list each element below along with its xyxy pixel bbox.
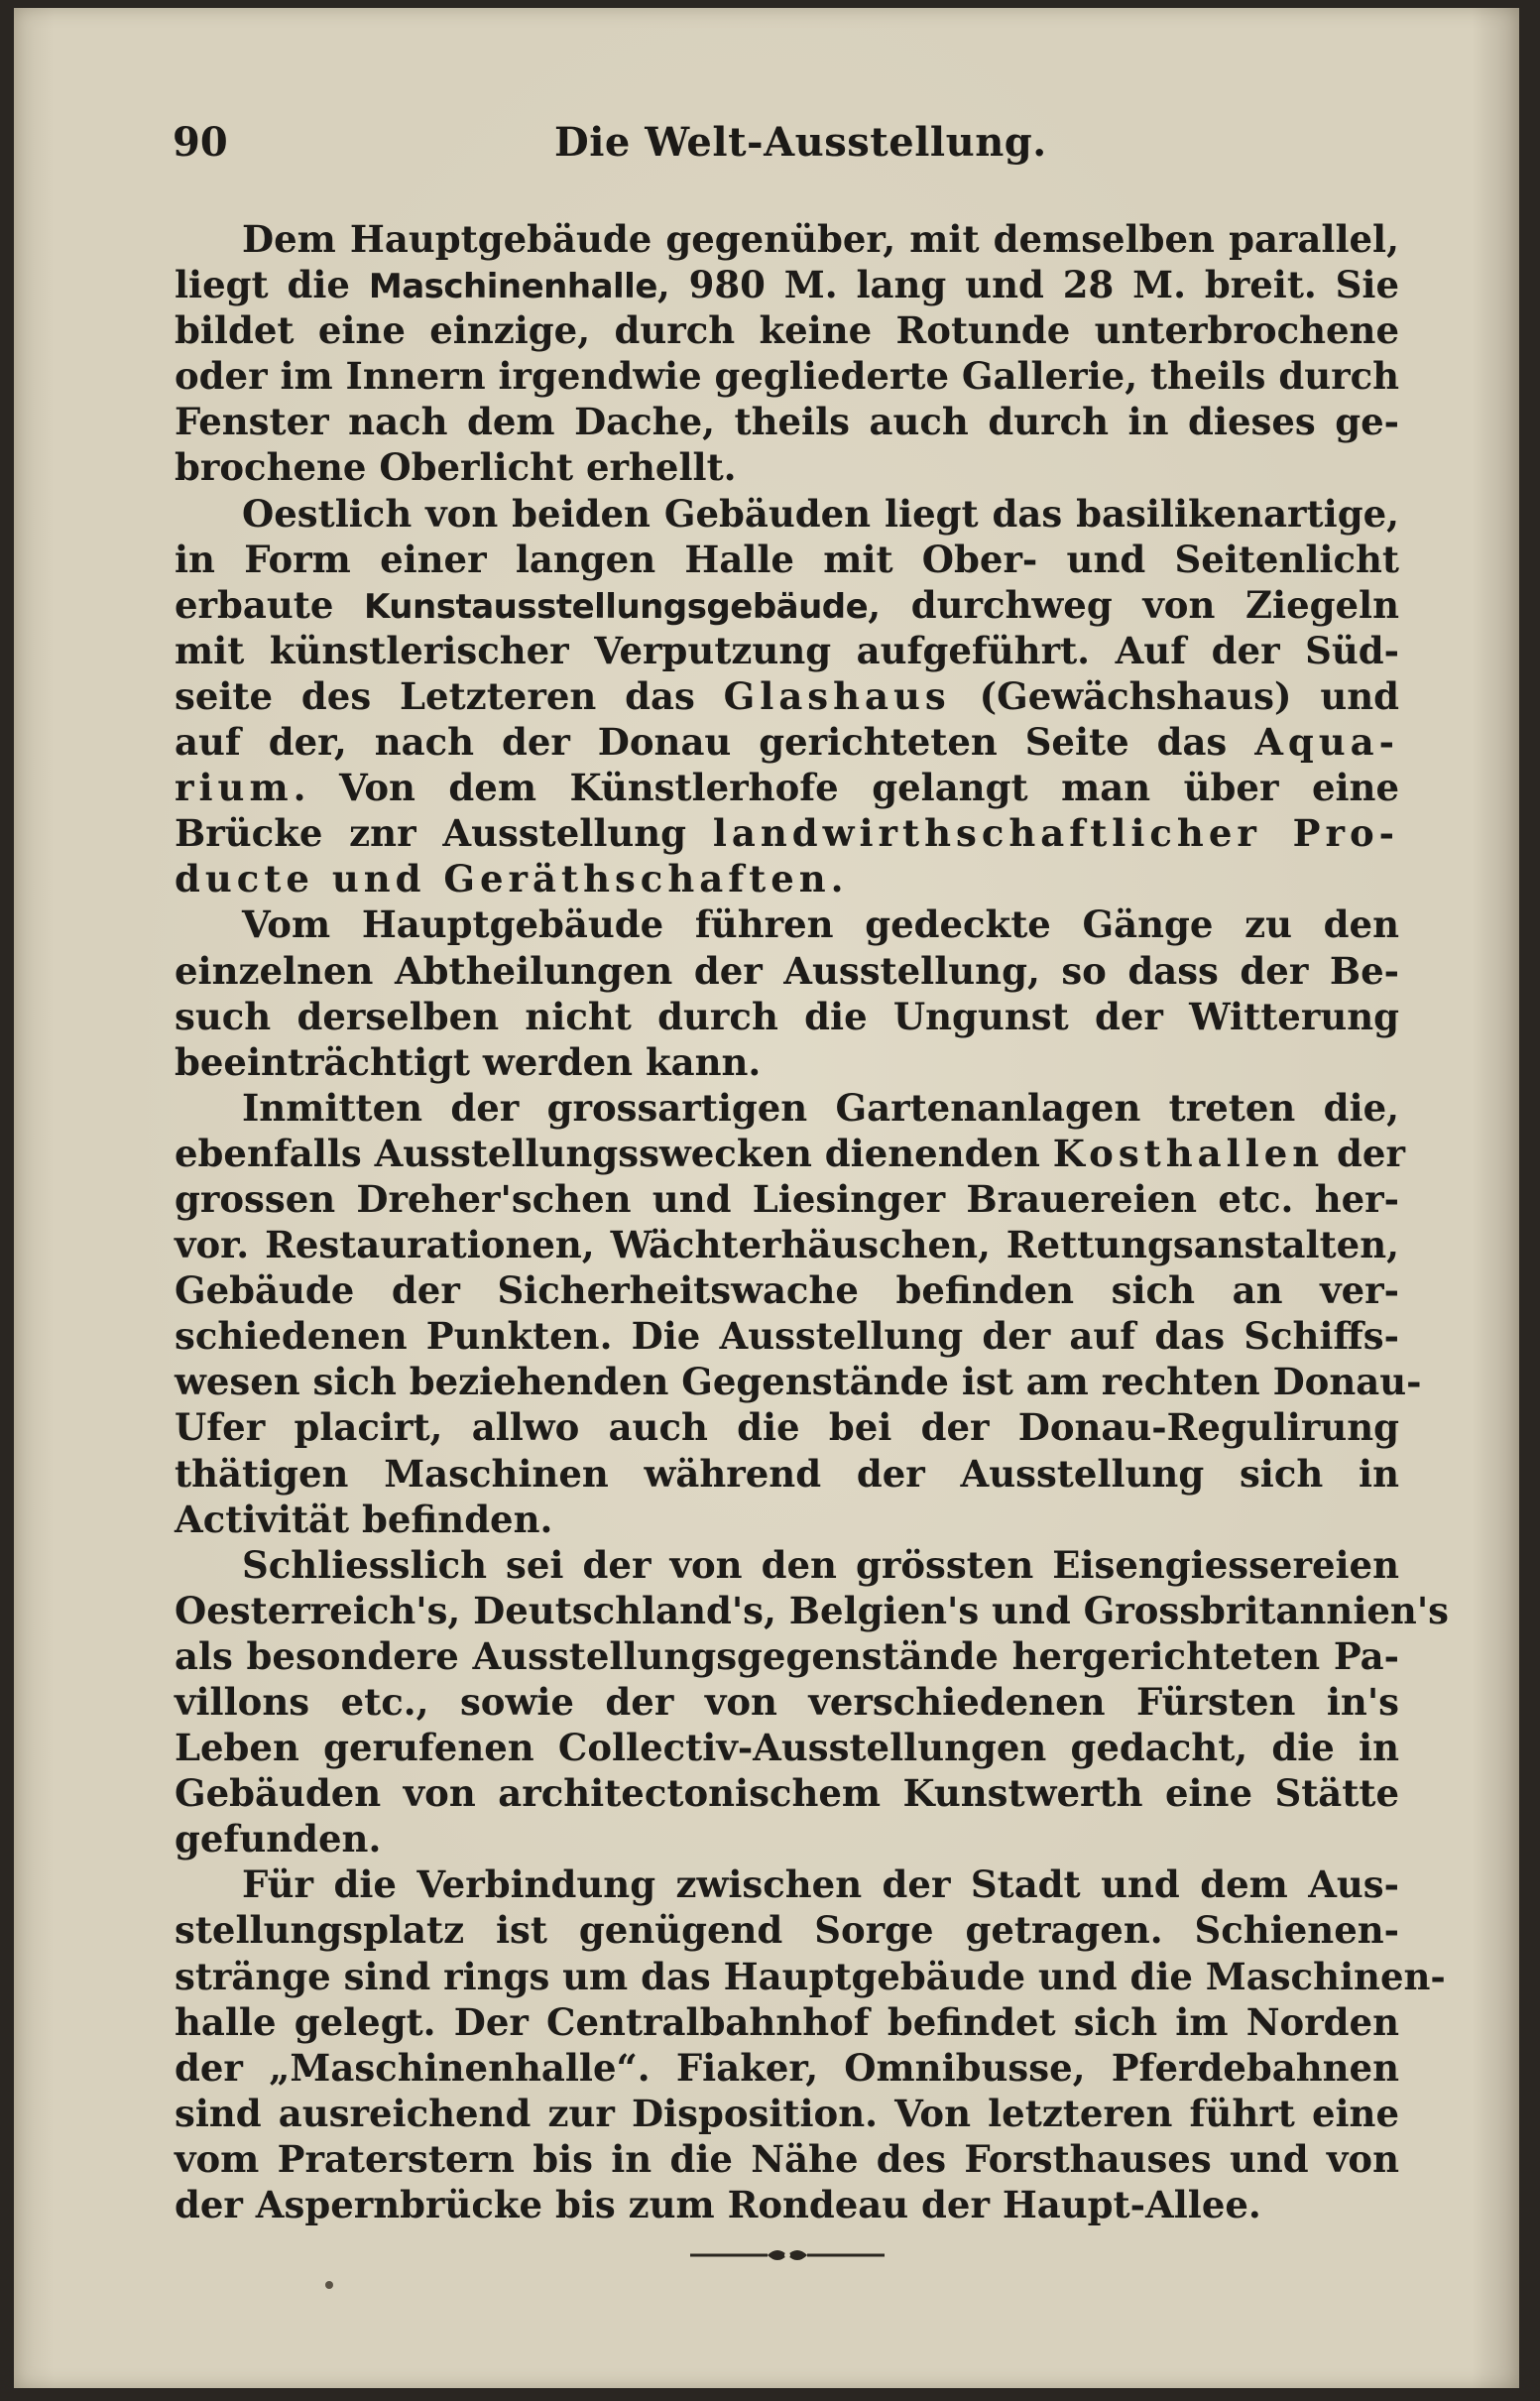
text-line: als besondere Ausstellungsgegenstände hergerichteten Pa- <box>175 1633 1399 1678</box>
text-run: seite des Letzteren das <box>175 673 724 718</box>
text-line: beeinträchtigt werden kann. <box>175 1039 762 1084</box>
spaced-term: ducte und Geräthschaften <box>175 857 831 901</box>
body-text <box>175 216 1449 2227</box>
text-line: Gebäuden von architectonischem Kunstwerth eine Stätte <box>175 1771 1399 1816</box>
text-run: ebenfalls Ausstellungsswecken dienenden <box>175 1131 1053 1175</box>
text-line: in Form einer langen Halle mit Ober- und Seitenlicht <box>175 537 1399 581</box>
text-line: vor. Restaurationen, Wächterhäuschen, Rettungsanstalten, <box>175 1223 1399 1267</box>
text-run: , durchweg von Ziegeln <box>868 582 1399 627</box>
text-run: . <box>830 857 844 901</box>
text-line: Für die Verbindung zwischen der Stadt und dem Aus- <box>242 1862 1399 1907</box>
text-line: Inmitten der grossartigen Gartenanlagen treten die, <box>242 1085 1399 1130</box>
text-line: oder im Innern irgendwie gegliederte Gallerie, theils durch <box>175 354 1400 399</box>
text-line: grossen Dreher'schen und Liesinger Brauereien etc. her- <box>175 1176 1399 1221</box>
emphasis-term: Kunstausstellungsgebäude <box>364 586 869 627</box>
text-line: Vom Hauptgebäude führen gedeckte Gänge zu den <box>242 902 1399 947</box>
text-line: Schliesslich sei der von den grössten Eisengiessereien <box>242 1542 1399 1587</box>
spaced-term: Kosthallen <box>1052 1131 1325 1175</box>
text-line: der Aspernbrücke bis zum Rondeau der Haupt-Allee. <box>175 2183 1261 2227</box>
text-line: sind ausreichend zur Disposition. Von letzteren führt eine <box>175 2091 1399 2135</box>
text-line: Ufer placirt, allwo auch die bei der Donau-Regulirung <box>175 1405 1399 1450</box>
text-line: Leben gerufenen Collectiv-Ausstellungen gedacht, die in <box>175 1726 1399 1770</box>
spaced-term: landwirthschaftlicher Pro- <box>712 811 1399 856</box>
text-line: einzelnen Abtheilungen der Ausstellung, so dass der Be- <box>175 948 1399 993</box>
text-line: Activität befinden. <box>175 1497 553 1541</box>
text-line: villons etc., sowie der von verschiedenen Fürsten in's <box>175 1680 1399 1724</box>
text-line <box>175 582 1399 628</box>
ink-speck <box>325 2281 333 2289</box>
text-run: Brücke znr Ausstellung <box>175 811 713 856</box>
book-page <box>14 8 1519 2388</box>
text-run: . Von dem Künstlerhofe gelangt man über eine <box>293 766 1399 810</box>
text-line <box>175 810 1399 856</box>
text-line: Oestlich von beiden Gebäuden liegt das basilikenartige, <box>242 491 1399 536</box>
emphasis-term: Maschinenhalle <box>368 267 657 307</box>
text-run: der <box>1324 1131 1405 1175</box>
text-line: gefunden. <box>175 1817 382 1861</box>
text-line: such derselben nicht durch die Ungunst der Witterung <box>175 994 1399 1038</box>
page-number: 90 <box>173 119 228 166</box>
text-run: , 980 M. lang und 28 M. breit. Sie <box>656 263 1399 307</box>
text-line: schiedenen Punkten. Die Ausstellung der auf das Schiffs- <box>175 1314 1399 1359</box>
text-run: (Gewächshaus) und <box>950 673 1399 718</box>
spaced-term: Aqua- <box>1254 720 1399 765</box>
page-header <box>158 119 1397 179</box>
text-line: Gebäude der Sicherheitswache befinden sich an ver- <box>175 1268 1399 1313</box>
text-line <box>175 765 1399 810</box>
text-line: stränge sind rings um das Hauptgebäude und die Maschinen- <box>175 1954 1446 1998</box>
text-line: stellungsplatz ist genügend Sorge getragen. Schienen- <box>175 1908 1399 1953</box>
text-line <box>175 262 1399 307</box>
text-line: mit künstlerischer Verputzung aufgeführt. Auf der Süd- <box>175 628 1399 672</box>
text-line: brochene Oberlicht erhellt. <box>175 445 737 490</box>
text-line: der „Maschinenhalle“. Fiaker, Omnibusse, Pferdebahnen <box>175 2045 1399 2090</box>
text-line: vom Praterstern bis in die Nähe des Forsthauses und von <box>175 2136 1399 2181</box>
spaced-term: rium <box>175 766 294 810</box>
spaced-term: Glashaus <box>723 673 951 718</box>
text-line: halle gelegt. Der Centralbahnhof befindet sich im Norden <box>175 1999 1399 2044</box>
text-run: liegt die <box>175 263 369 307</box>
text-line <box>175 1131 1405 1176</box>
text-line: bildet eine einzige, durch keine Rotunde unterbrochene <box>175 308 1399 353</box>
text-line <box>175 673 1399 719</box>
text-line: Oesterreich's, Deutschland's, Belgien's und Grossbritannien's <box>175 1588 1449 1632</box>
text-line: Fenster nach dem Dache, theils auch durch in dieses ge- <box>175 400 1399 444</box>
text-run: erbaute <box>175 582 365 627</box>
ornament-divider-icon <box>688 2243 887 2267</box>
text-line: wesen sich beziehenden Gegenstände ist am rechten Donau- <box>175 1360 1422 1404</box>
running-title: Die Welt-Ausstellung. <box>554 119 1047 166</box>
text-run: auf der, nach der Donau gerichteten Seite das <box>175 720 1255 765</box>
text-line <box>175 719 1399 765</box>
text-line: Dem Hauptgebäude gegenüber, mit demselben parallel, <box>242 217 1399 261</box>
text-line: thätigen Maschinen während der Ausstellung sich in <box>175 1451 1399 1496</box>
text-line <box>175 856 1399 901</box>
